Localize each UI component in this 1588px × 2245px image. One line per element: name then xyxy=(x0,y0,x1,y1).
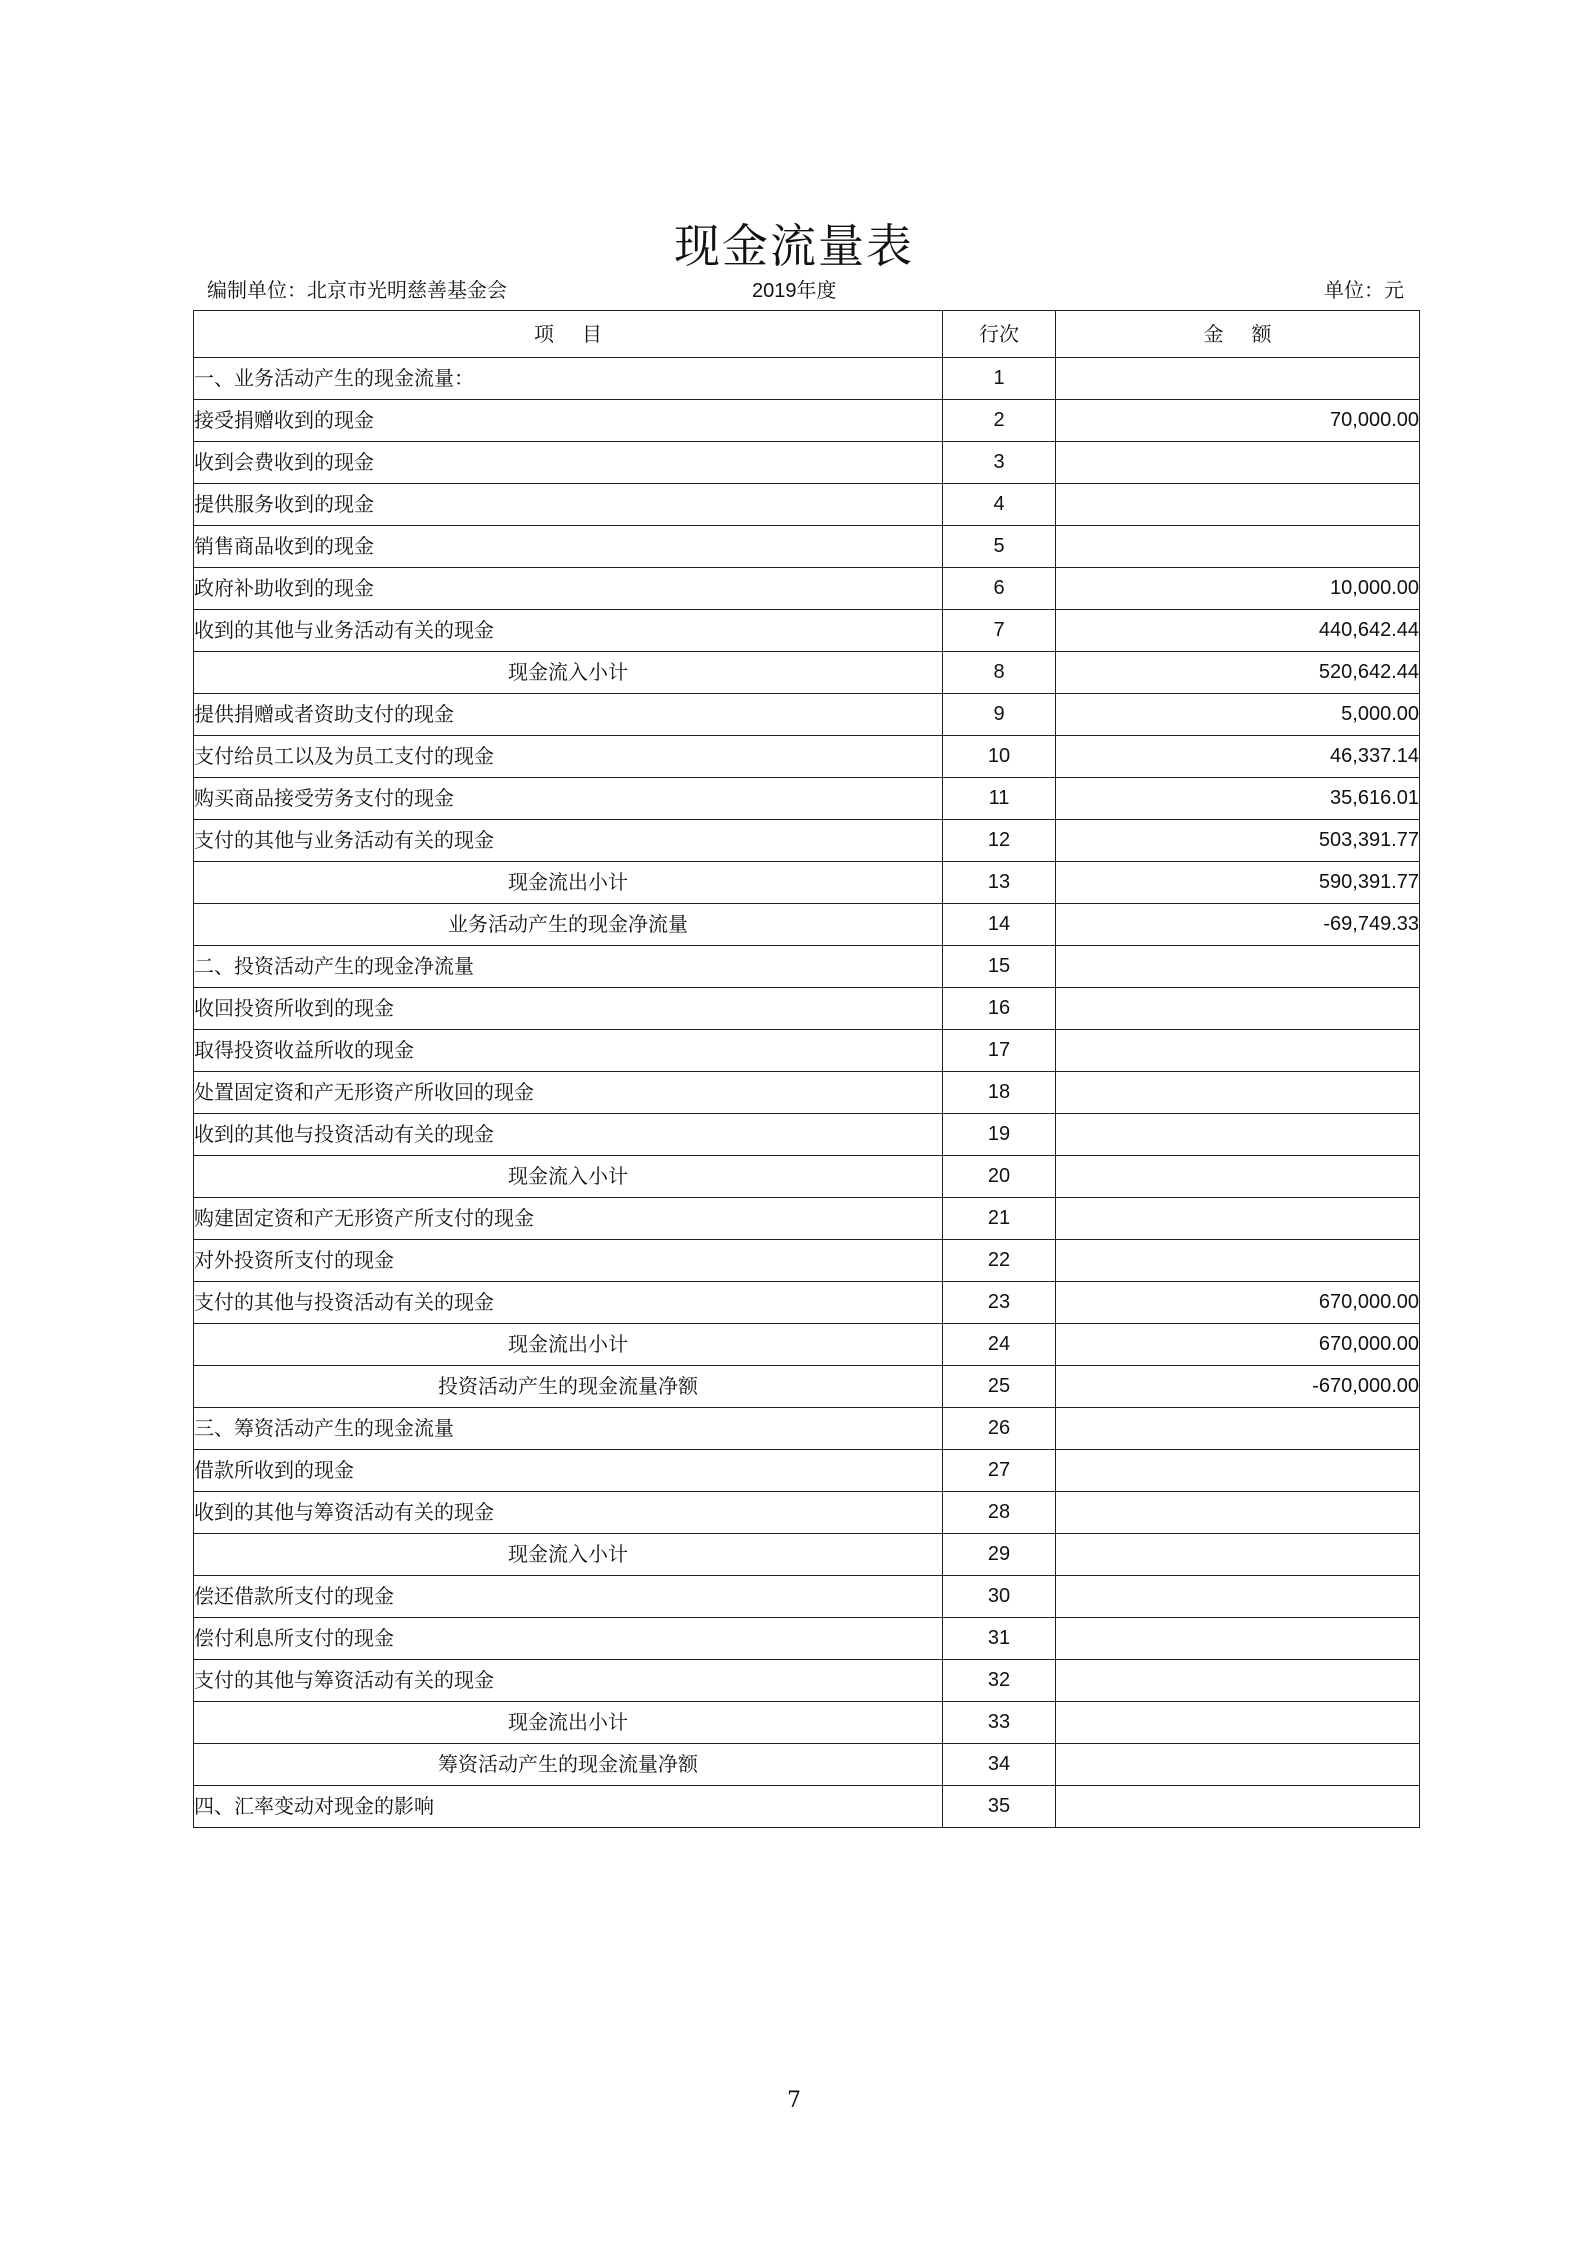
table-row xyxy=(194,652,1420,694)
table-row xyxy=(194,988,1420,1030)
row-item-label: 收到的其他与筹资活动有关的现金 xyxy=(194,1492,943,1534)
row-line-number: 3 xyxy=(943,442,1056,484)
table-row xyxy=(194,526,1420,568)
row-line-number: 20 xyxy=(943,1156,1056,1198)
row-item-label: 收到的其他与业务活动有关的现金 xyxy=(194,610,943,652)
row-amount: 590,391.77 xyxy=(1056,862,1420,904)
row-line-number: 17 xyxy=(943,1030,1056,1072)
table-row xyxy=(194,904,1420,946)
row-amount: 670,000.00 xyxy=(1056,1282,1420,1324)
row-amount xyxy=(1056,358,1420,400)
row-item-label: 三、筹资活动产生的现金流量 xyxy=(194,1408,943,1450)
row-item-label: 二、投资活动产生的现金净流量 xyxy=(194,946,943,988)
row-item-label: 处置固定资和产无形资产所收回的现金 xyxy=(194,1072,943,1114)
report-year-suffix: 年度 xyxy=(796,278,837,302)
row-line-number: 2 xyxy=(943,400,1056,442)
row-item-label: 收到的其他与投资活动有关的现金 xyxy=(194,1114,943,1156)
row-item-label: 现金流入小计 xyxy=(194,652,943,694)
row-item-label: 投资活动产生的现金流量净额 xyxy=(194,1366,943,1408)
row-amount xyxy=(1056,526,1420,568)
page-number: 7 xyxy=(787,2088,801,2113)
table-row xyxy=(194,1240,1420,1282)
row-item-label: 提供捐赠或者资助支付的现金 xyxy=(194,694,943,736)
row-line-number: 14 xyxy=(943,904,1056,946)
row-amount xyxy=(1056,1198,1420,1240)
row-item-label: 偿还借款所支付的现金 xyxy=(194,1576,943,1618)
table-row xyxy=(194,694,1420,736)
row-line-number: 15 xyxy=(943,946,1056,988)
row-item-label: 支付的其他与筹资活动有关的现金 xyxy=(194,1660,943,1702)
row-item-label: 四、汇率变动对现金的影响 xyxy=(194,1786,943,1828)
row-item-label: 借款所收到的现金 xyxy=(194,1450,943,1492)
row-line-number: 33 xyxy=(943,1702,1056,1744)
row-amount xyxy=(1056,1072,1420,1114)
row-line-number: 18 xyxy=(943,1072,1056,1114)
row-amount xyxy=(1056,988,1420,1030)
row-amount xyxy=(1056,1660,1420,1702)
row-item-label: 接受捐赠收到的现金 xyxy=(194,400,943,442)
row-line-number: 29 xyxy=(943,1534,1056,1576)
row-line-number: 12 xyxy=(943,820,1056,862)
row-amount: 10,000.00 xyxy=(1056,568,1420,610)
row-amount: -69,749.33 xyxy=(1056,904,1420,946)
row-item-label: 政府补助收到的现金 xyxy=(194,568,943,610)
row-line-number: 35 xyxy=(943,1786,1056,1828)
table-row xyxy=(194,1366,1420,1408)
row-item-label: 提供服务收到的现金 xyxy=(194,484,943,526)
preparer-org: 编制单位：北京市光明慈善基金会 xyxy=(207,278,507,302)
row-item-label: 现金流入小计 xyxy=(194,1156,943,1198)
row-line-number: 9 xyxy=(943,694,1056,736)
row-amount: 503,391.77 xyxy=(1056,820,1420,862)
table-row xyxy=(194,1408,1420,1450)
row-item-label: 支付给员工以及为员工支付的现金 xyxy=(194,736,943,778)
table-row xyxy=(194,568,1420,610)
row-line-number: 5 xyxy=(943,526,1056,568)
row-amount xyxy=(1056,1492,1420,1534)
table-row xyxy=(194,1744,1420,1786)
row-amount xyxy=(1056,1744,1420,1786)
row-line-number: 1 xyxy=(943,358,1056,400)
row-amount: 46,337.14 xyxy=(1056,736,1420,778)
row-amount xyxy=(1056,1114,1420,1156)
table-row xyxy=(194,442,1420,484)
row-amount: 35,616.01 xyxy=(1056,778,1420,820)
row-line-number: 24 xyxy=(943,1324,1056,1366)
row-item-label: 筹资活动产生的现金流量净额 xyxy=(194,1744,943,1786)
table-row xyxy=(194,1492,1420,1534)
report-year: 2019 xyxy=(752,280,797,302)
row-amount xyxy=(1056,1786,1420,1828)
row-item-label: 销售商品收到的现金 xyxy=(194,526,943,568)
table-row xyxy=(194,820,1420,862)
currency-unit: 单位：元 xyxy=(1324,278,1404,302)
row-item-label: 业务活动产生的现金净流量 xyxy=(194,904,943,946)
row-line-number: 10 xyxy=(943,736,1056,778)
row-amount xyxy=(1056,1030,1420,1072)
row-amount xyxy=(1056,484,1420,526)
table-row xyxy=(194,1030,1420,1072)
row-line-number: 23 xyxy=(943,1282,1056,1324)
table-row xyxy=(194,1156,1420,1198)
row-item-label: 现金流入小计 xyxy=(194,1534,943,1576)
row-line-number: 26 xyxy=(943,1408,1056,1450)
table-header-row xyxy=(194,311,1420,358)
table-row xyxy=(194,1786,1420,1828)
row-item-label: 支付的其他与业务活动有关的现金 xyxy=(194,820,943,862)
row-amount xyxy=(1056,1240,1420,1282)
table-row xyxy=(194,1576,1420,1618)
row-amount xyxy=(1056,1618,1420,1660)
table-row xyxy=(194,400,1420,442)
table-row xyxy=(194,1072,1420,1114)
report-period xyxy=(752,274,837,303)
row-item-label: 取得投资收益所收的现金 xyxy=(194,1030,943,1072)
column-header-line: 行次 xyxy=(943,311,1056,358)
row-item-label: 收回投资所收到的现金 xyxy=(194,988,943,1030)
row-line-number: 22 xyxy=(943,1240,1056,1282)
row-amount xyxy=(1056,442,1420,484)
row-line-number: 6 xyxy=(943,568,1056,610)
row-amount xyxy=(1056,1408,1420,1450)
table-row xyxy=(194,1282,1420,1324)
row-item-label: 一、业务活动产生的现金流量： xyxy=(194,358,943,400)
table-row xyxy=(194,736,1420,778)
table-body xyxy=(194,358,1420,1828)
row-item-label: 现金流出小计 xyxy=(194,862,943,904)
table-row xyxy=(194,1534,1420,1576)
row-item-label: 偿付利息所支付的现金 xyxy=(194,1618,943,1660)
row-amount: 70,000.00 xyxy=(1056,400,1420,442)
row-line-number: 21 xyxy=(943,1198,1056,1240)
row-item-label: 购买商品接受劳务支付的现金 xyxy=(194,778,943,820)
table-row xyxy=(194,1660,1420,1702)
row-amount xyxy=(1056,1156,1420,1198)
row-item-label: 支付的其他与投资活动有关的现金 xyxy=(194,1282,943,1324)
row-line-number: 34 xyxy=(943,1744,1056,1786)
table-row xyxy=(194,1702,1420,1744)
row-amount: 520,642.44 xyxy=(1056,652,1420,694)
row-amount: 440,642.44 xyxy=(1056,610,1420,652)
table-row xyxy=(194,484,1420,526)
report-meta xyxy=(207,274,1404,304)
row-amount xyxy=(1056,1534,1420,1576)
table-row xyxy=(194,358,1420,400)
row-line-number: 25 xyxy=(943,1366,1056,1408)
row-item-label: 对外投资所支付的现金 xyxy=(194,1240,943,1282)
cash-flow-table xyxy=(193,310,1420,1828)
row-amount: -670,000.00 xyxy=(1056,1366,1420,1408)
row-line-number: 31 xyxy=(943,1618,1056,1660)
row-amount xyxy=(1056,1450,1420,1492)
row-line-number: 19 xyxy=(943,1114,1056,1156)
row-line-number: 16 xyxy=(943,988,1056,1030)
row-line-number: 11 xyxy=(943,778,1056,820)
page-title: 现金流量表 xyxy=(674,219,914,273)
column-header-amount: 金额 xyxy=(1056,311,1420,358)
row-line-number: 30 xyxy=(943,1576,1056,1618)
row-item-label: 购建固定资和产无形资产所支付的现金 xyxy=(194,1198,943,1240)
table-row xyxy=(194,1198,1420,1240)
row-amount: 670,000.00 xyxy=(1056,1324,1420,1366)
row-line-number: 27 xyxy=(943,1450,1056,1492)
row-amount xyxy=(1056,1576,1420,1618)
row-line-number: 28 xyxy=(943,1492,1056,1534)
table-row xyxy=(194,1114,1420,1156)
table-row xyxy=(194,778,1420,820)
row-item-label: 现金流出小计 xyxy=(194,1324,943,1366)
row-line-number: 7 xyxy=(943,610,1056,652)
row-line-number: 8 xyxy=(943,652,1056,694)
table-row xyxy=(194,1450,1420,1492)
row-item-label: 收到会费收到的现金 xyxy=(194,442,943,484)
table-row xyxy=(194,1618,1420,1660)
row-amount xyxy=(1056,1702,1420,1744)
table-row xyxy=(194,610,1420,652)
table-row xyxy=(194,946,1420,988)
row-item-label: 现金流出小计 xyxy=(194,1702,943,1744)
column-header-item: 项目 xyxy=(194,311,943,358)
row-amount xyxy=(1056,946,1420,988)
row-line-number: 13 xyxy=(943,862,1056,904)
row-amount: 5,000.00 xyxy=(1056,694,1420,736)
row-line-number: 32 xyxy=(943,1660,1056,1702)
row-line-number: 4 xyxy=(943,484,1056,526)
table-row xyxy=(194,1324,1420,1366)
table-row xyxy=(194,862,1420,904)
